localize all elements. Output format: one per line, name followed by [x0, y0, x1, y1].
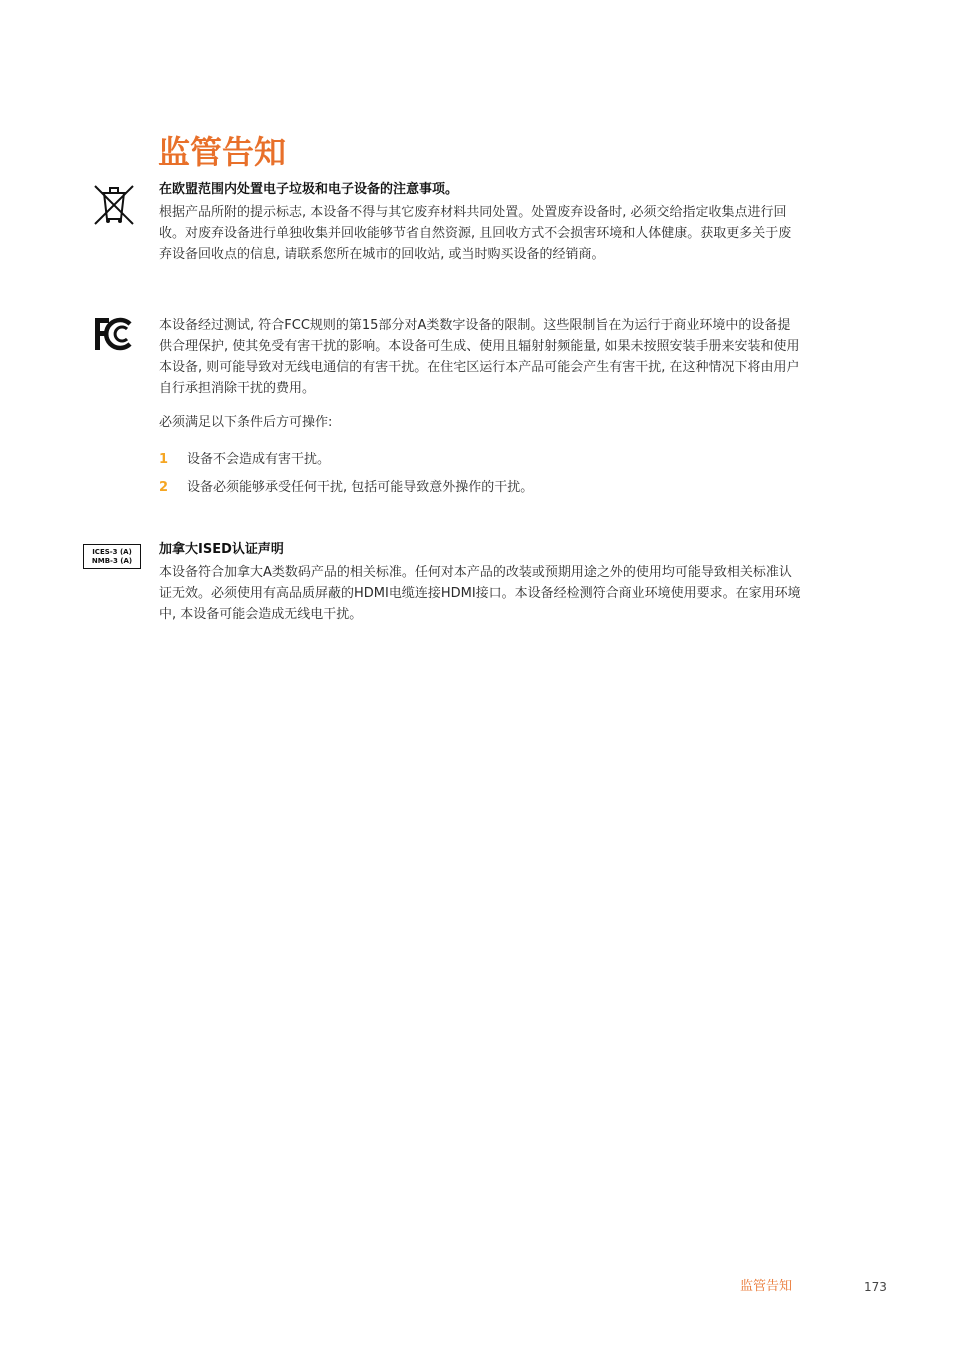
fcc-section — [159, 315, 801, 399]
ised-body: 本设备符合加拿大A类数码产品的相关标准。任何对本产品的改装或预期用途之外的使用均可能导致相关标准认证无效。必须使用有高品质屏蔽的HDMI电缆连接HDMI接口。本设备经检测符合商业环境使用要求。在家用环境中, 本设备可能会造成无线电干扰。 — [159, 565, 801, 622]
ised-section — [159, 540, 801, 625]
page-title: 监管告知 — [158, 133, 287, 171]
footer-page-number: 173 — [864, 1280, 887, 1294]
weee-heading: 在欧盟范围内处置电子垃圾和电子设备的注意事项。 — [159, 182, 459, 197]
fcc-conditions-intro — [159, 412, 801, 433]
list-item — [159, 450, 330, 470]
fcc-logo-icon — [94, 316, 134, 352]
list-item — [159, 478, 533, 498]
conditions-intro-text: 必须满足以下条件后方可操作: — [159, 415, 333, 430]
ices-nmb-badge — [83, 544, 141, 569]
weee-body: 根据产品所附的提示标志, 本设备不得与其它废弃材料共同处置。处置废弃设备时, 必须交给指定收集点进行回收。对废弃设备进行单独收集并回收能够节省自然资源, 且回收方式不会损害环境和人体健康。获取更多关于废弃设备回收点的信息, 请联系您所在城市的回收站, 或当时购买设备的经销商。 — [159, 205, 792, 262]
list-text: 设备不会造成有害干扰。 — [187, 452, 331, 467]
footer-section-title: 监管告知 — [740, 1279, 793, 1294]
list-number: 1 — [159, 452, 169, 467]
fcc-body: 本设备经过测试, 符合FCC规则的第15部分对A类数字设备的限制。这些限制旨在为运行于商业环境中的设备提供合理保护, 使其免受有害干扰的影响。本设备可生成、使用且辐射射频能量, 如果未按照安装手册来安装和使用本设备, 则可能导致对无线电通信的有害干扰。在住宅区运行本产品可能会产生有害干扰, 在这种情况下将由用户自行承担消除干扰的费用。 — [159, 318, 800, 396]
list-number: 2 — [159, 480, 169, 495]
ised-heading: 加拿大ISED认证声明 — [159, 542, 284, 557]
badge-line-1: ICES-3 (A) — [92, 548, 132, 556]
badge-line-2: NMB-3 (A) — [91, 556, 133, 565]
list-text: 设备必须能够承受任何干扰, 包括可能导致意外操作的干扰。 — [187, 480, 534, 495]
weee-section — [159, 180, 801, 265]
crossed-out-wheelie-bin-icon — [92, 183, 136, 227]
